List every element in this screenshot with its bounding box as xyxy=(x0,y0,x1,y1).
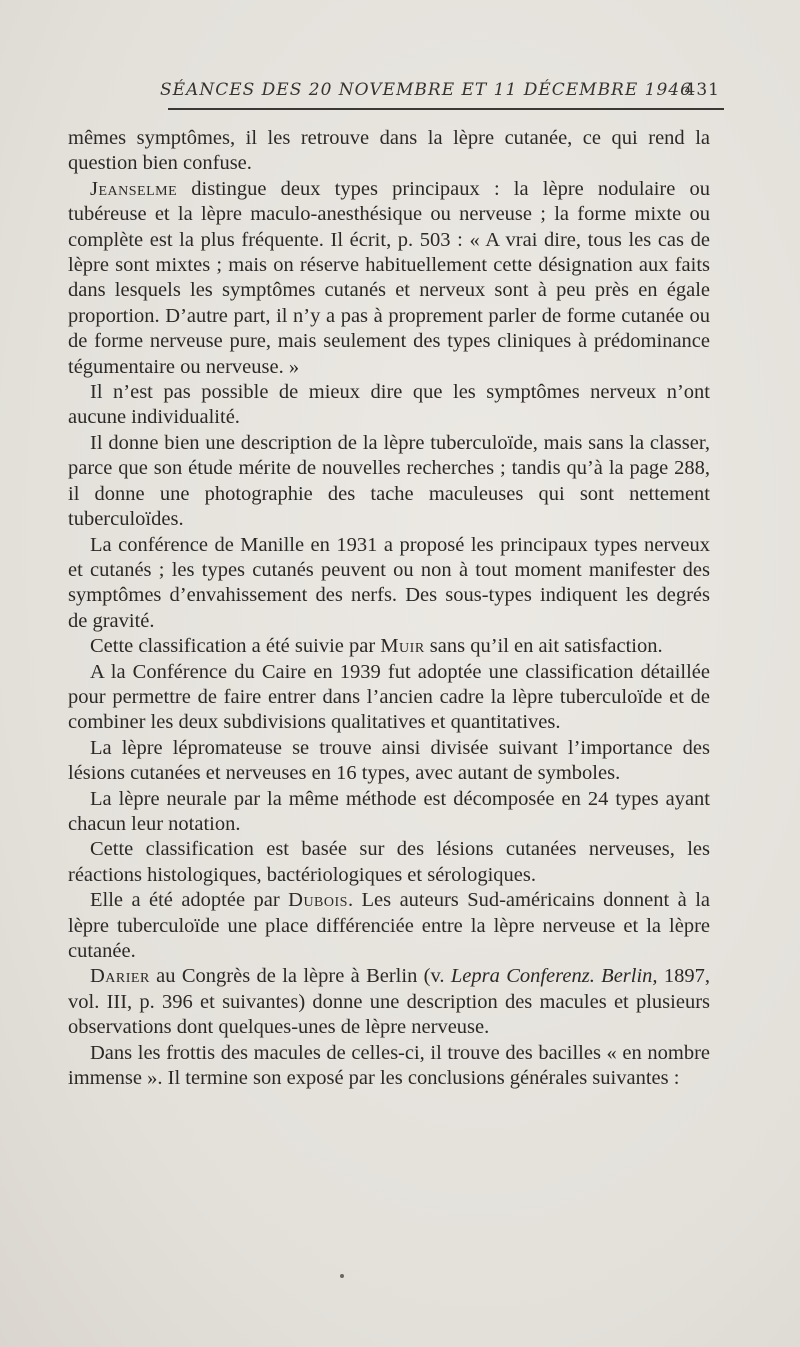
paragraph-11-text-a: Elle a été adoptée par xyxy=(90,889,289,912)
header-rule xyxy=(168,108,724,110)
paragraph-12-text-a: au Congrès de la lèpre à Berlin (v. xyxy=(149,965,451,988)
paragraph-6-text-b: sans qu’il en ait satisfaction. xyxy=(424,635,663,658)
author-name: Jeanselme xyxy=(90,177,178,200)
paragraph-12 xyxy=(68,964,710,1040)
paragraph-1: mêmes symptômes, il les retrouve dans la lèpre cutanée, ce qui rend la question bien confuse. xyxy=(68,127,710,175)
paragraph-11-text-b: . Les auteurs Sud-américains donnent à la lèpre tuberculoïde une place différenciée entre la lèpre nerveuse et la lèpre cutanée. xyxy=(68,889,710,962)
paragraph-3: Il n’est pas possible de mieux dire que les symptômes nerveux n’ont aucune individualité. xyxy=(68,381,710,429)
paragraph-10: Cette classification est basée sur des lésions cutanées nerveuses, les réactions histologiques, bactériologiques et sérologiques. xyxy=(68,838,710,886)
paragraph-7: A la Conférence du Caire en 1939 fut adoptée une classification détaillée pour permettre de faire entrer dans l’ancien cadre la lèpre tuberculoïde et de combiner les deux subdivisions qualitatives et quantitatives. xyxy=(68,660,710,734)
paragraph-8: La lèpre lépromateuse se trouve ainsi divisée suivant l’importance des lésions cutanées et nerveuses en 16 types, avec autant de symboles. xyxy=(68,736,710,785)
citation-title: Lepra Conferenz. Berlin, xyxy=(450,965,658,988)
paragraph-9: La lèpre neurale par la même méthode est décomposée en 24 types ayant chacun leur notation. xyxy=(68,787,710,835)
paragraph-2-text: distingue deux types principaux : la lèpre nodulaire ou tubéreuse et la lèpre maculo-anesthésique ou nerveuse ; la forme mixte ou complète est la plus fréquente. Il écrit, p. 503 : « A vrai dire, tous les cas de lèpre sont mixtes ; mais on réserve habituellement cette désignation aux faits dans lesquels les symptômes cutanés et nerveux sont à peu près en égale proportion. D’autre part, il n’y a pas à proprement parler de forme cutanée ou de forme nerveuse pure, mais seulement des types cliniques à prédominance tégumentaire ou nerveuse. » xyxy=(68,177,710,378)
paragraph-6 xyxy=(68,634,710,659)
paragraph-13: Dans les frottis des macules de celles-ci, il trouve des bacilles « en nombre immense ». Il termine son exposé par les conclusions générales suivantes : xyxy=(68,1041,710,1090)
page-speck xyxy=(340,1274,344,1278)
paragraph-6-text-a: Cette classification a été suivie par xyxy=(90,635,381,658)
paragraph-11 xyxy=(68,888,710,964)
running-header xyxy=(160,80,720,100)
paragraph-12-text-b: 1897, vol. III, p. 396 et suivantes) donne une description des macules et plusieurs observations dont quelques-unes de lèpre nerveuse. xyxy=(68,965,711,1039)
paragraph-2 xyxy=(68,177,710,380)
author-name: Muir xyxy=(380,635,425,658)
body-text xyxy=(68,126,710,1091)
author-name: Darier xyxy=(90,965,150,988)
page-number: 431 xyxy=(684,80,720,100)
author-name: Dubois xyxy=(288,889,348,912)
paragraph-5: La conférence de Manille en 1931 a proposé les principaux types nerveux et cutanés ; les types cutanés peuvent ou non à tout moment manifester des symptômes d’envahissement des nerfs. Des sous-types indiquent les degrés de gravité. xyxy=(68,533,710,632)
paragraph-4: Il donne bien une description de la lèpre tuberculoïde, mais sans la classer, parce que son étude mérite de nouvelles recherches ; tandis qu’à la page 288, il donne une photographie des tache maculeuses qui sont nettement tuberculoïdes. xyxy=(68,431,710,531)
running-title: SÉANCES DES 20 NOVEMBRE ET 11 DÉCEMBRE 1946 xyxy=(160,80,692,100)
